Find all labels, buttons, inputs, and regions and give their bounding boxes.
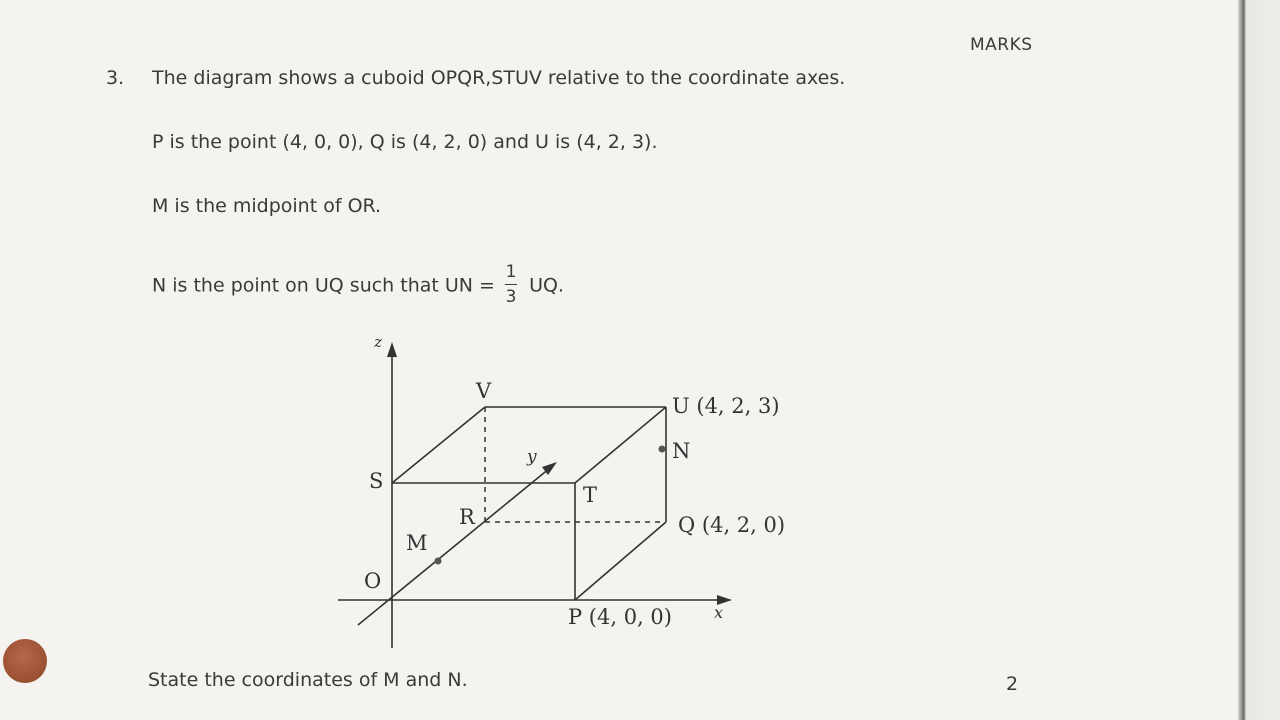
edge-TU xyxy=(575,407,666,483)
label-V: V xyxy=(476,379,492,403)
fraction xyxy=(505,264,517,306)
label-M: M xyxy=(406,531,428,555)
label-S: S xyxy=(369,469,384,493)
cuboid-diagram xyxy=(330,330,810,654)
label-O: O xyxy=(364,569,382,593)
question-line-1: The diagram shows a cuboid OPQR,STUV relative to the coordinate axes. xyxy=(152,67,846,89)
punch-hole xyxy=(3,639,47,683)
fraction-denominator: 3 xyxy=(505,287,517,307)
label-z-axis: z xyxy=(374,335,382,353)
point-N-dot xyxy=(659,446,666,453)
task-instruction: State the coordinates of M and N. xyxy=(148,669,468,691)
question-line-3: M is the midpoint of OR. xyxy=(152,195,382,217)
question-number: 3. xyxy=(106,67,125,89)
point-M-dot xyxy=(435,558,442,565)
edge-PQ xyxy=(575,522,666,600)
cuboid-svg xyxy=(330,330,810,650)
fraction-numerator: 1 xyxy=(505,262,517,282)
question-line-4 xyxy=(152,262,564,307)
line4-after-text: UQ. xyxy=(529,274,564,297)
line4-before-text: N is the point on UQ such that UN = xyxy=(152,274,495,297)
label-R: R xyxy=(459,505,475,529)
label-U: U (4, 2, 3) xyxy=(672,394,780,418)
question-line-2: P is the point (4, 0, 0), Q is (4, 2, 0) and U is (4, 2, 3). xyxy=(152,131,658,153)
edge-SV xyxy=(392,407,485,483)
page-edge xyxy=(1238,0,1280,720)
label-Q: Q (4, 2, 0) xyxy=(678,513,786,537)
label-P: P (4, 0, 0) xyxy=(568,605,672,629)
label-y-axis: y xyxy=(527,447,537,467)
label-N: N xyxy=(672,439,691,463)
label-T: T xyxy=(583,483,598,507)
y-axis-line xyxy=(358,468,550,625)
label-x-axis: x xyxy=(714,603,724,622)
marks-column-header: MARKS xyxy=(970,35,1033,55)
marks-value: 2 xyxy=(1006,673,1019,695)
z-axis-arrow-icon xyxy=(387,342,397,357)
